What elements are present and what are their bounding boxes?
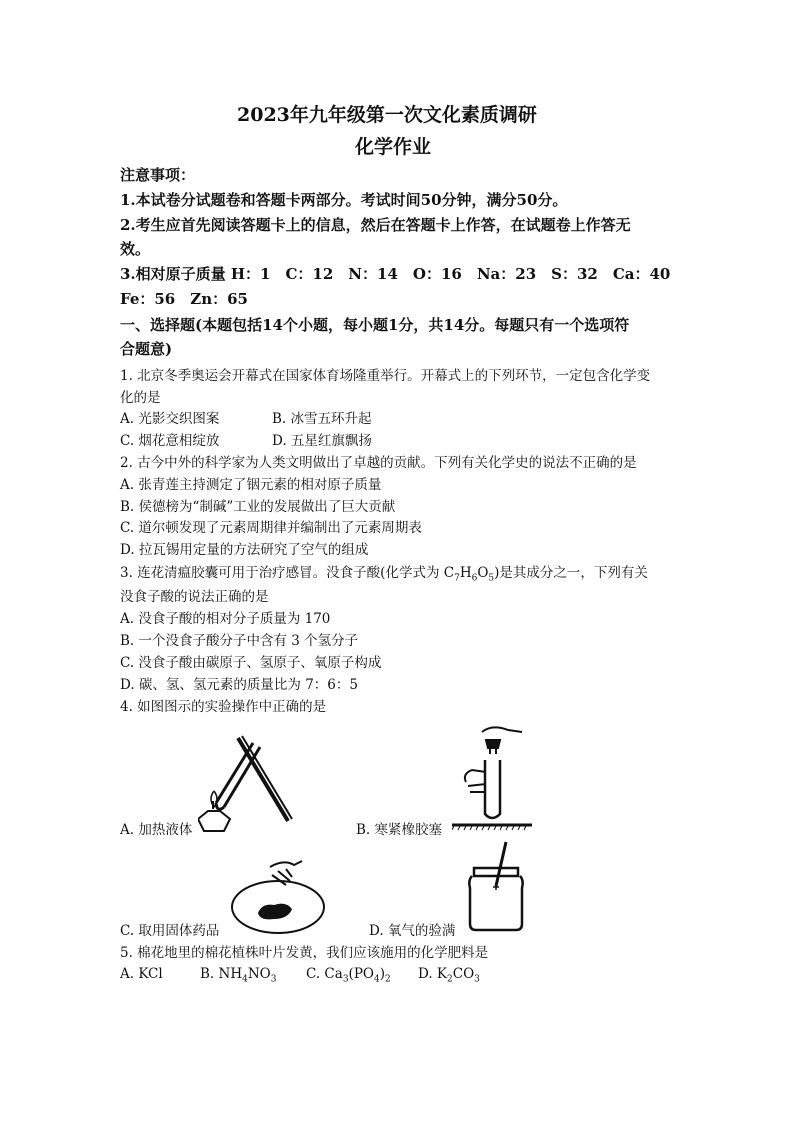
section-heading-a: 一、选择题(本题包括14个小题，每小题1分，共14分。每题只有一个选项符: [120, 316, 630, 334]
q1-option-b: B. 冰雪五环升起: [272, 411, 372, 427]
q5-c-sub2: 4: [373, 974, 380, 985]
q5-option-a: A. KCl: [120, 966, 163, 982]
q2-stem: 2. 古今中外的科学家为人类文明做出了卓越的贡献。下列有关化学史的说法不正确的是: [120, 455, 637, 471]
q3-stem-b: 没食子酸的说法正确的是: [120, 589, 269, 605]
q1-stem-a: 1. 北京冬季奥运会开幕式在国家体育场隆重举行。开幕式上的下列环节，一定包含化学变: [120, 368, 651, 384]
q3-stem-a: [120, 561, 648, 584]
q5-option-d: [418, 966, 480, 985]
q2-option-c: C. 道尔顿发现了元素周期律并编制出了元素周期表: [120, 520, 422, 536]
q4-option-d: D. 氧气的验满: [369, 923, 456, 939]
q2-option-a: A. 张青莲主持测定了铟元素的相对原子质量: [120, 477, 382, 493]
insert-stopper-figure: [452, 722, 532, 832]
formula-h-sub: 6: [471, 573, 478, 584]
q5-c-post: ): [379, 966, 385, 982]
q1-stem-b: 化的是: [120, 390, 161, 406]
q1-option-a: A. 光影交织图案: [120, 411, 220, 427]
take-solid-figure: [228, 855, 328, 935]
q5-option-b: [200, 966, 276, 985]
q3-stem-pre: 3. 连花清瘟胶囊可用于治疗感冒。没食子酸(化学式为: [120, 565, 444, 581]
notice-line-2a: 2.考生应首先阅读答题卡上的信息，然后在答题卡上作答，在试题卷上作答无: [120, 216, 631, 234]
q1-option-d: D. 五星红旗飘扬: [272, 433, 372, 449]
q3-option-a: A. 没食子酸的相对分子质量为 170: [120, 611, 331, 627]
notice-line-1: 1.本试卷分试题卷和答题卡两部分。考试时间50分钟，满分50分。: [120, 191, 568, 209]
q4-option-a: A. 加热液体: [120, 822, 193, 838]
q1-option-c: C. 烟花意相绽放: [120, 433, 220, 449]
q2-option-d: D. 拉瓦锡用定量的方法研究了空气的组成: [120, 542, 369, 558]
notice-heading: 注意事项：: [120, 166, 196, 184]
q5-d-mid: CO: [452, 966, 475, 982]
q5-c-sub3: 2: [384, 974, 391, 985]
formula-o-sub: 5: [488, 573, 495, 584]
q5-d-sub1: 2: [447, 974, 453, 985]
q5-option-c: [306, 966, 391, 985]
q4-option-b: B. 寒紧橡胶塞: [356, 822, 443, 838]
q5-d-sub2: 3: [474, 974, 480, 985]
notice-line-2b: 效。: [120, 240, 151, 258]
q3-option-d: D. 碳、氢、氢元素的质量比为 7：6：5: [120, 677, 358, 693]
q5-b-sub1: 4: [242, 974, 248, 985]
q3-option-b: B. 一个没食子酸分子中含有 3 个氢分子: [120, 633, 359, 649]
formula-h: H: [459, 565, 472, 581]
q5-c-mid: (PO: [348, 966, 374, 982]
q5-d-pre: D. K: [418, 966, 448, 982]
q4-option-c: C. 取用固体药品: [120, 923, 220, 939]
q5-c-sub1: 3: [342, 974, 349, 985]
q4-stem: 4. 如图图示的实验操作中正确的是: [120, 699, 327, 715]
section-heading-b: 合题意): [120, 340, 173, 358]
q2-option-b: B. 侯德榜为“制碱”工业的发展做出了巨大贡献: [120, 499, 396, 515]
formula-c-sub: 7: [454, 573, 460, 584]
formula-o: O: [477, 565, 489, 581]
notice-line-3a: 3.相对原子质量 H：1 C：12 N：14 O：16 Na：23 S：32 Ca：40: [120, 265, 671, 283]
q5-b-sub2: 3: [270, 974, 277, 985]
exam-title: 2023年九年级第一次文化素质调研: [237, 104, 537, 126]
notice-line-3b: Fe：56 Zn：65: [120, 290, 248, 308]
heating-liquid-figure: [198, 733, 298, 833]
q5-b-pre: B. NH: [200, 966, 243, 982]
formula-c: C: [443, 565, 455, 581]
oxygen-check-figure: [466, 840, 526, 932]
q3-stem-post: )是其成分之一，下列有关: [494, 565, 648, 581]
q5-b-mid: NO: [247, 966, 271, 982]
q5-c-pre: C. Ca: [306, 966, 343, 982]
q3-option-c: C. 没食子酸由碳原子、氢原子、氧原子构成: [120, 655, 382, 671]
q5-stem: 5. 棉花地里的棉花植株叶片发黄，我们应该施用的化学肥料是: [120, 945, 489, 961]
exam-subtitle: 化学作业: [355, 136, 432, 158]
